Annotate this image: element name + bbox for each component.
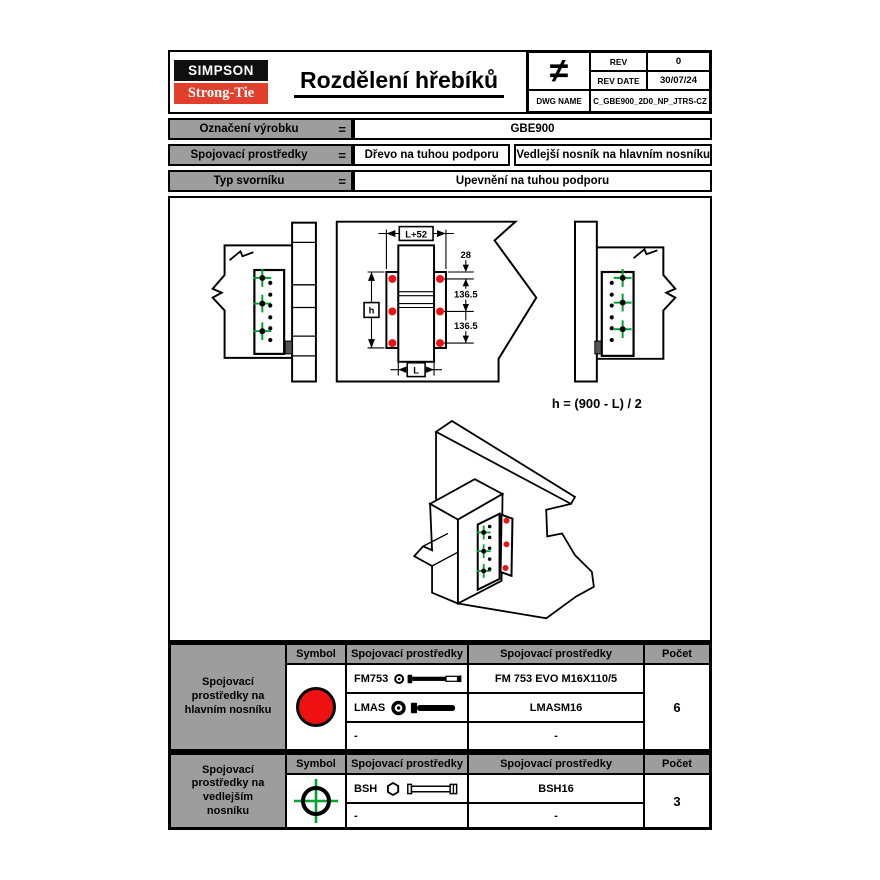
technical-drawing <box>170 198 710 640</box>
right-side-view <box>575 222 675 382</box>
support-post-right <box>575 222 597 382</box>
dwg-name-label: DWG NAME <box>528 90 590 112</box>
fastener-name-cell: BSH16 <box>468 774 644 803</box>
fastener-table-main-beam <box>168 642 712 752</box>
green-crosshair-icon <box>293 778 339 824</box>
col-header-fasteners-1: Spojovací prostředky <box>346 644 468 664</box>
revision-block <box>526 52 710 112</box>
hex-nut-and-threaded-rod-icon <box>382 780 467 798</box>
count-value: 6 <box>644 664 710 750</box>
fastener-code-cell: FM753 <box>346 664 468 693</box>
rev-date-value: 30/07/24 <box>647 71 710 90</box>
red-circle-icon <box>296 687 336 727</box>
support-post-left <box>292 223 316 382</box>
svg-text:136.5: 136.5 <box>454 320 478 332</box>
svg-text:L: L <box>413 364 420 376</box>
bolt-type-value: Upevnění na tuhou podporu <box>353 170 712 192</box>
washer-and-short-bolt-icon <box>390 699 466 717</box>
svg-text:28: 28 <box>460 249 472 261</box>
bolt-type-label-cell: Typ svorníku = <box>168 170 353 192</box>
height-formula: h = (900 - L) / 2 <box>551 396 642 412</box>
dimension-bottom-width <box>390 362 442 377</box>
fasteners-value-1: Dřevo na tuhou podporu <box>353 144 510 166</box>
not-to-scale-icon: ≠ <box>528 52 590 90</box>
table-row-label: Spojovací prostředky na hlavním nosníku <box>170 644 286 750</box>
page-title: Rozdělení hřebíků <box>294 67 504 98</box>
svg-text:h: h <box>368 304 375 316</box>
title-cell <box>272 52 526 112</box>
fasteners-value-2: Vedlejší nosník na hlavním nosníku <box>514 144 712 166</box>
table-row-label: Spojovací prostředky na vedlejším nosníku <box>170 754 286 828</box>
simpson-strongtie-logo <box>170 52 272 112</box>
col-header-symbol: Symbol <box>286 754 346 774</box>
info-row-product <box>168 118 712 140</box>
col-header-symbol: Symbol <box>286 644 346 664</box>
info-row-fasteners <box>168 144 712 166</box>
symbol-cell <box>286 664 346 750</box>
fastener-name-cell: - <box>468 803 644 828</box>
logo-strongtie: Strong-Tie <box>174 83 268 104</box>
col-header-fasteners-2: Spojovací prostředky <box>468 754 644 774</box>
col-header-fasteners-1: Spojovací prostředky <box>346 754 468 774</box>
symbol-cell <box>286 774 346 828</box>
product-label-cell: Označení výrobku = <box>168 118 353 140</box>
front-view <box>337 222 537 382</box>
col-header-fasteners-2: Spojovací prostředky <box>468 644 644 664</box>
logo-simpson: SIMPSON <box>174 60 268 81</box>
title-block <box>168 50 712 114</box>
info-row-bolt-type <box>168 170 712 192</box>
secondary-beam-front <box>414 504 458 604</box>
dwg-name-value: C_GBE900_2D0_NP_JTRS-CZ <box>590 90 710 112</box>
fastener-code-cell: - <box>346 722 468 750</box>
rev-date-label: REV DATE <box>590 71 647 90</box>
equals-sign: = <box>338 173 346 189</box>
fasteners-label-cell: Spojovací prostředky = <box>168 144 353 166</box>
rev-label: REV <box>590 52 647 71</box>
svg-text:136.5: 136.5 <box>454 288 478 300</box>
equals-sign: = <box>338 121 346 137</box>
col-header-count: Počet <box>644 754 710 774</box>
fastener-name-cell: - <box>468 722 644 750</box>
fastener-name-cell: LMASM16 <box>468 693 644 722</box>
left-side-view <box>213 223 316 382</box>
count-value: 3 <box>644 774 710 828</box>
equals-sign: = <box>338 147 346 163</box>
drawing-area <box>168 196 712 642</box>
isometric-view <box>414 421 594 618</box>
fastener-code-cell: - <box>346 803 468 828</box>
product-value: GBE900 <box>353 118 712 140</box>
fastener-code-cell: LMAS <box>346 693 468 722</box>
fastener-table-secondary-beam <box>168 752 712 830</box>
washer-and-long-bolt-icon <box>393 670 467 688</box>
fastener-name-cell: FM 753 EVO M16X110/5 <box>468 664 644 693</box>
col-header-count: Počet <box>644 644 710 664</box>
fastener-code-cell: BSH <box>346 774 468 803</box>
hanger-bracket-right <box>602 272 634 356</box>
drawing-sheet <box>168 50 712 830</box>
svg-text:L+52: L+52 <box>405 228 428 240</box>
rev-value: 0 <box>647 52 710 71</box>
